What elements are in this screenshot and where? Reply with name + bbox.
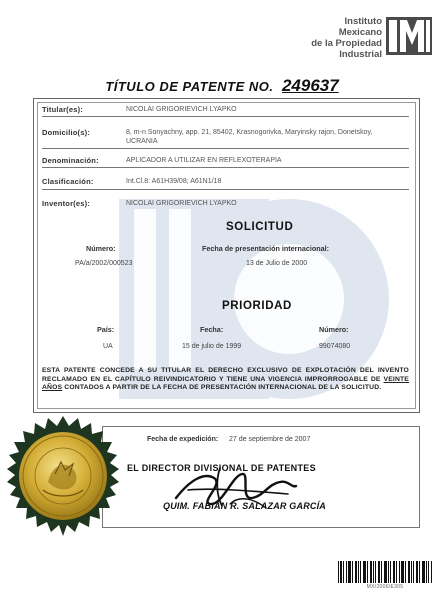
clasificacion-value: Int.Cl.8: A61H39/08; A61N1/18 — [126, 178, 222, 185]
institute-line-3: de la Propiedad — [311, 38, 382, 49]
inventor-label: Inventor(es): — [42, 199, 91, 208]
institute-line-2: Mexicano — [338, 27, 382, 38]
watermark-logo-icon — [34, 99, 419, 412]
prioridad-heading: PRIORIDAD — [222, 300, 292, 312]
legal-text-part-2: CONTADOS A PARTIR DE LA FECHA DE PRESENTACIÓN INTERNACIONAL DE LA SOLICITUD. — [62, 384, 382, 392]
inventor-value: NICOLAI GRIGORIEVICH LYAPKO — [126, 200, 237, 207]
solicitud-fecha-value: 13 de Julio de 2000 — [246, 260, 308, 267]
domicilio-label: Domicilio(s): — [42, 128, 91, 137]
institute-line-1: Instituto — [344, 16, 382, 27]
solicitud-numero-label: Número: — [86, 244, 116, 253]
prioridad-numero-value: 99074080 — [319, 343, 351, 350]
patent-title-label: TÍTULO DE PATENTE NO. — [105, 79, 274, 94]
solicitud-fecha-label: Fecha de presentación internacional: — [202, 244, 330, 253]
gold-seal-icon — [3, 416, 123, 536]
prioridad-pais-label: País: — [97, 325, 115, 334]
prioridad-fecha-label: Fecha: — [200, 325, 224, 334]
solicitud-numero-value: PA/a/2002/000523 — [75, 260, 133, 267]
prioridad-numero-label: Número: — [319, 325, 349, 334]
expedition-label: Fecha de expedición: — [147, 436, 219, 443]
row-divider — [42, 116, 409, 117]
prioridad-pais-value: UA — [103, 343, 113, 350]
institute-name — [311, 16, 382, 60]
row-divider — [42, 167, 409, 168]
director-title: EL DIRECTOR DIVISIONAL DE PATENTES — [127, 463, 316, 473]
barcode-text: MX/2006/E305 — [366, 584, 404, 590]
patent-details-box — [33, 98, 420, 413]
institute-line-4: Industrial — [339, 49, 382, 60]
clasificacion-label: Clasificación: — [42, 177, 94, 186]
legal-text-part-1: ESTA PATENTE CONCEDE A SU TITULAR EL DERECHO EXCLUSIVO DE EXPLOTACIÓN DEL INVENTO RECLAMADO EN EL CAPÍTULO REIVINDICATORIO Y TIENE UNA VIGENCIA IMPRORROGABLE DE — [42, 367, 409, 383]
legal-text-term: VEINTE AÑOS — [42, 375, 409, 392]
row-divider — [42, 189, 409, 190]
barcode-icon — [337, 561, 433, 583]
row-divider — [42, 148, 409, 149]
impi-logo-icon — [386, 17, 432, 55]
domicilio-line-1: 8, m-n Sonyachny, app. 21, 85402, Krasnogorivka, Maryinsky rajon, Donetskoy, — [126, 129, 373, 136]
titular-value: NICOLAI GRIGORIEVICH LYAPKO — [126, 106, 237, 113]
patent-title — [0, 76, 444, 96]
denominacion-value: APLICADOR A UTILIZAR EN REFLEXOTERAPIA — [126, 157, 282, 164]
signature-icon — [170, 460, 300, 512]
denominacion-label: Denominación: — [42, 156, 99, 165]
titular-label: Titular(es): — [42, 105, 84, 114]
expedition-value: 27 de septiembre de 2007 — [229, 436, 311, 443]
prioridad-fecha-value: 15 de julio de 1999 — [182, 343, 242, 350]
domicilio-line-2: UCRANIA — [126, 138, 158, 145]
legal-text — [42, 367, 409, 393]
patent-number: 249637 — [281, 76, 339, 95]
solicitud-heading: SOLICITUD — [226, 221, 294, 233]
director-name: QUIM. FABIAN R. SALAZAR GARCÍA — [163, 501, 326, 511]
